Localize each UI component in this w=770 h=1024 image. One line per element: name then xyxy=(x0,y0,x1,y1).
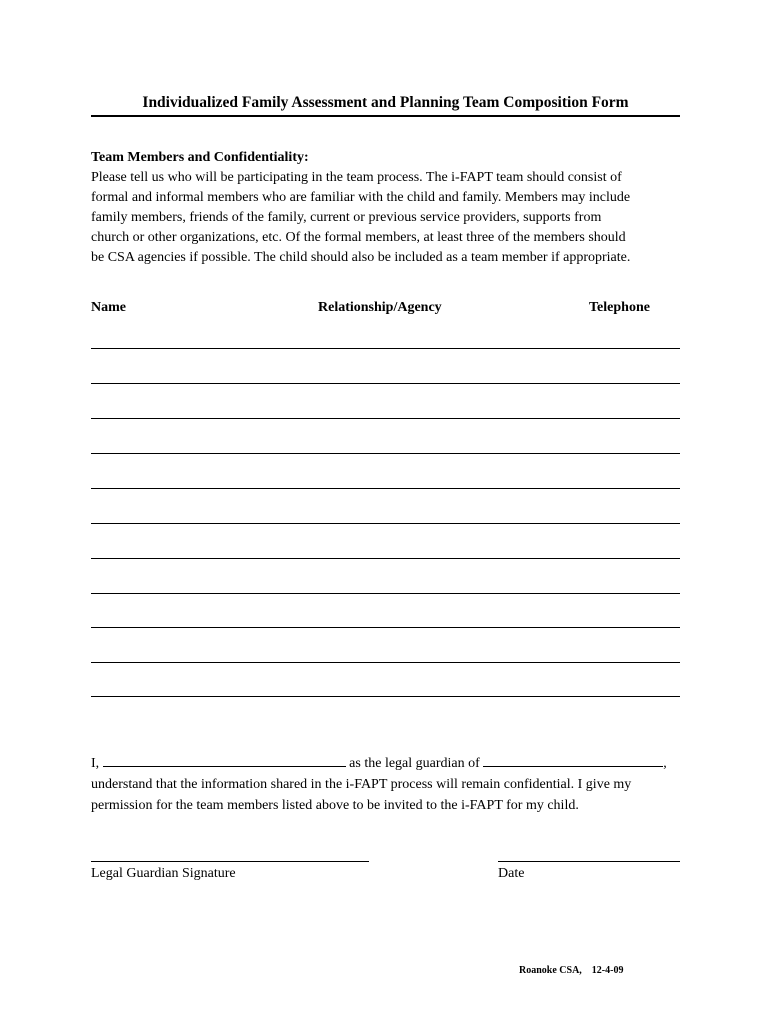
team-member-row-line[interactable] xyxy=(91,558,680,559)
consent-line-1 xyxy=(91,752,686,774)
column-header-telephone: Telephone xyxy=(589,300,650,315)
team-member-row-line[interactable] xyxy=(91,696,680,697)
section-heading: Team Members and Confidentiality: xyxy=(91,150,309,165)
intro-line: Please tell us who will be participating in the team process. The i-FAPT team should consist of xyxy=(91,170,622,185)
consent-prefix: I, xyxy=(91,756,100,771)
consent-suffix: , xyxy=(663,756,667,771)
team-member-row-line[interactable] xyxy=(91,418,680,419)
guardian-name-field[interactable] xyxy=(103,752,346,767)
team-member-row-line[interactable] xyxy=(91,383,680,384)
intro-line: family members, friends of the family, current or previous service providers, supports from xyxy=(91,210,602,225)
date-label: Date xyxy=(498,866,525,881)
child-name-field[interactable] xyxy=(483,752,663,767)
team-member-row-line[interactable] xyxy=(91,488,680,489)
guardian-signature-label: Legal Guardian Signature xyxy=(91,866,236,881)
consent-statement xyxy=(91,752,686,816)
consent-line-3: permission for the team members listed above to be invited to the i-FAPT for my child. xyxy=(91,798,579,813)
form-title: Individualized Family Assessment and Planning Team Composition Form xyxy=(142,94,629,111)
team-member-row-line[interactable] xyxy=(91,348,680,349)
guardian-signature-field[interactable] xyxy=(91,861,369,862)
intro-line: church or other organizations, etc. Of the formal members, at least three of the members should xyxy=(91,230,626,245)
title-underline xyxy=(91,115,680,117)
team-member-row-line[interactable] xyxy=(91,453,680,454)
date-field[interactable] xyxy=(498,861,680,862)
team-member-row-line[interactable] xyxy=(91,662,680,663)
consent-line-2: understand that the information shared in the i-FAPT process will remain confidential. I give my xyxy=(91,777,632,792)
consent-middle: as the legal guardian of xyxy=(349,756,480,771)
column-header-relationship: Relationship/Agency xyxy=(318,300,442,315)
intro-line: formal and informal members who are familiar with the child and family. Members may include xyxy=(91,190,631,205)
column-header-name: Name xyxy=(91,300,126,315)
footer-note: Roanoke CSA, 12-4-09 xyxy=(519,965,624,976)
intro-line: be CSA agencies if possible. The child should also be included as a team member if appropriate. xyxy=(91,250,631,265)
team-member-row-line[interactable] xyxy=(91,523,680,524)
team-member-row-line[interactable] xyxy=(91,627,680,628)
intro-paragraph xyxy=(91,168,686,268)
team-member-row-line[interactable] xyxy=(91,593,680,594)
